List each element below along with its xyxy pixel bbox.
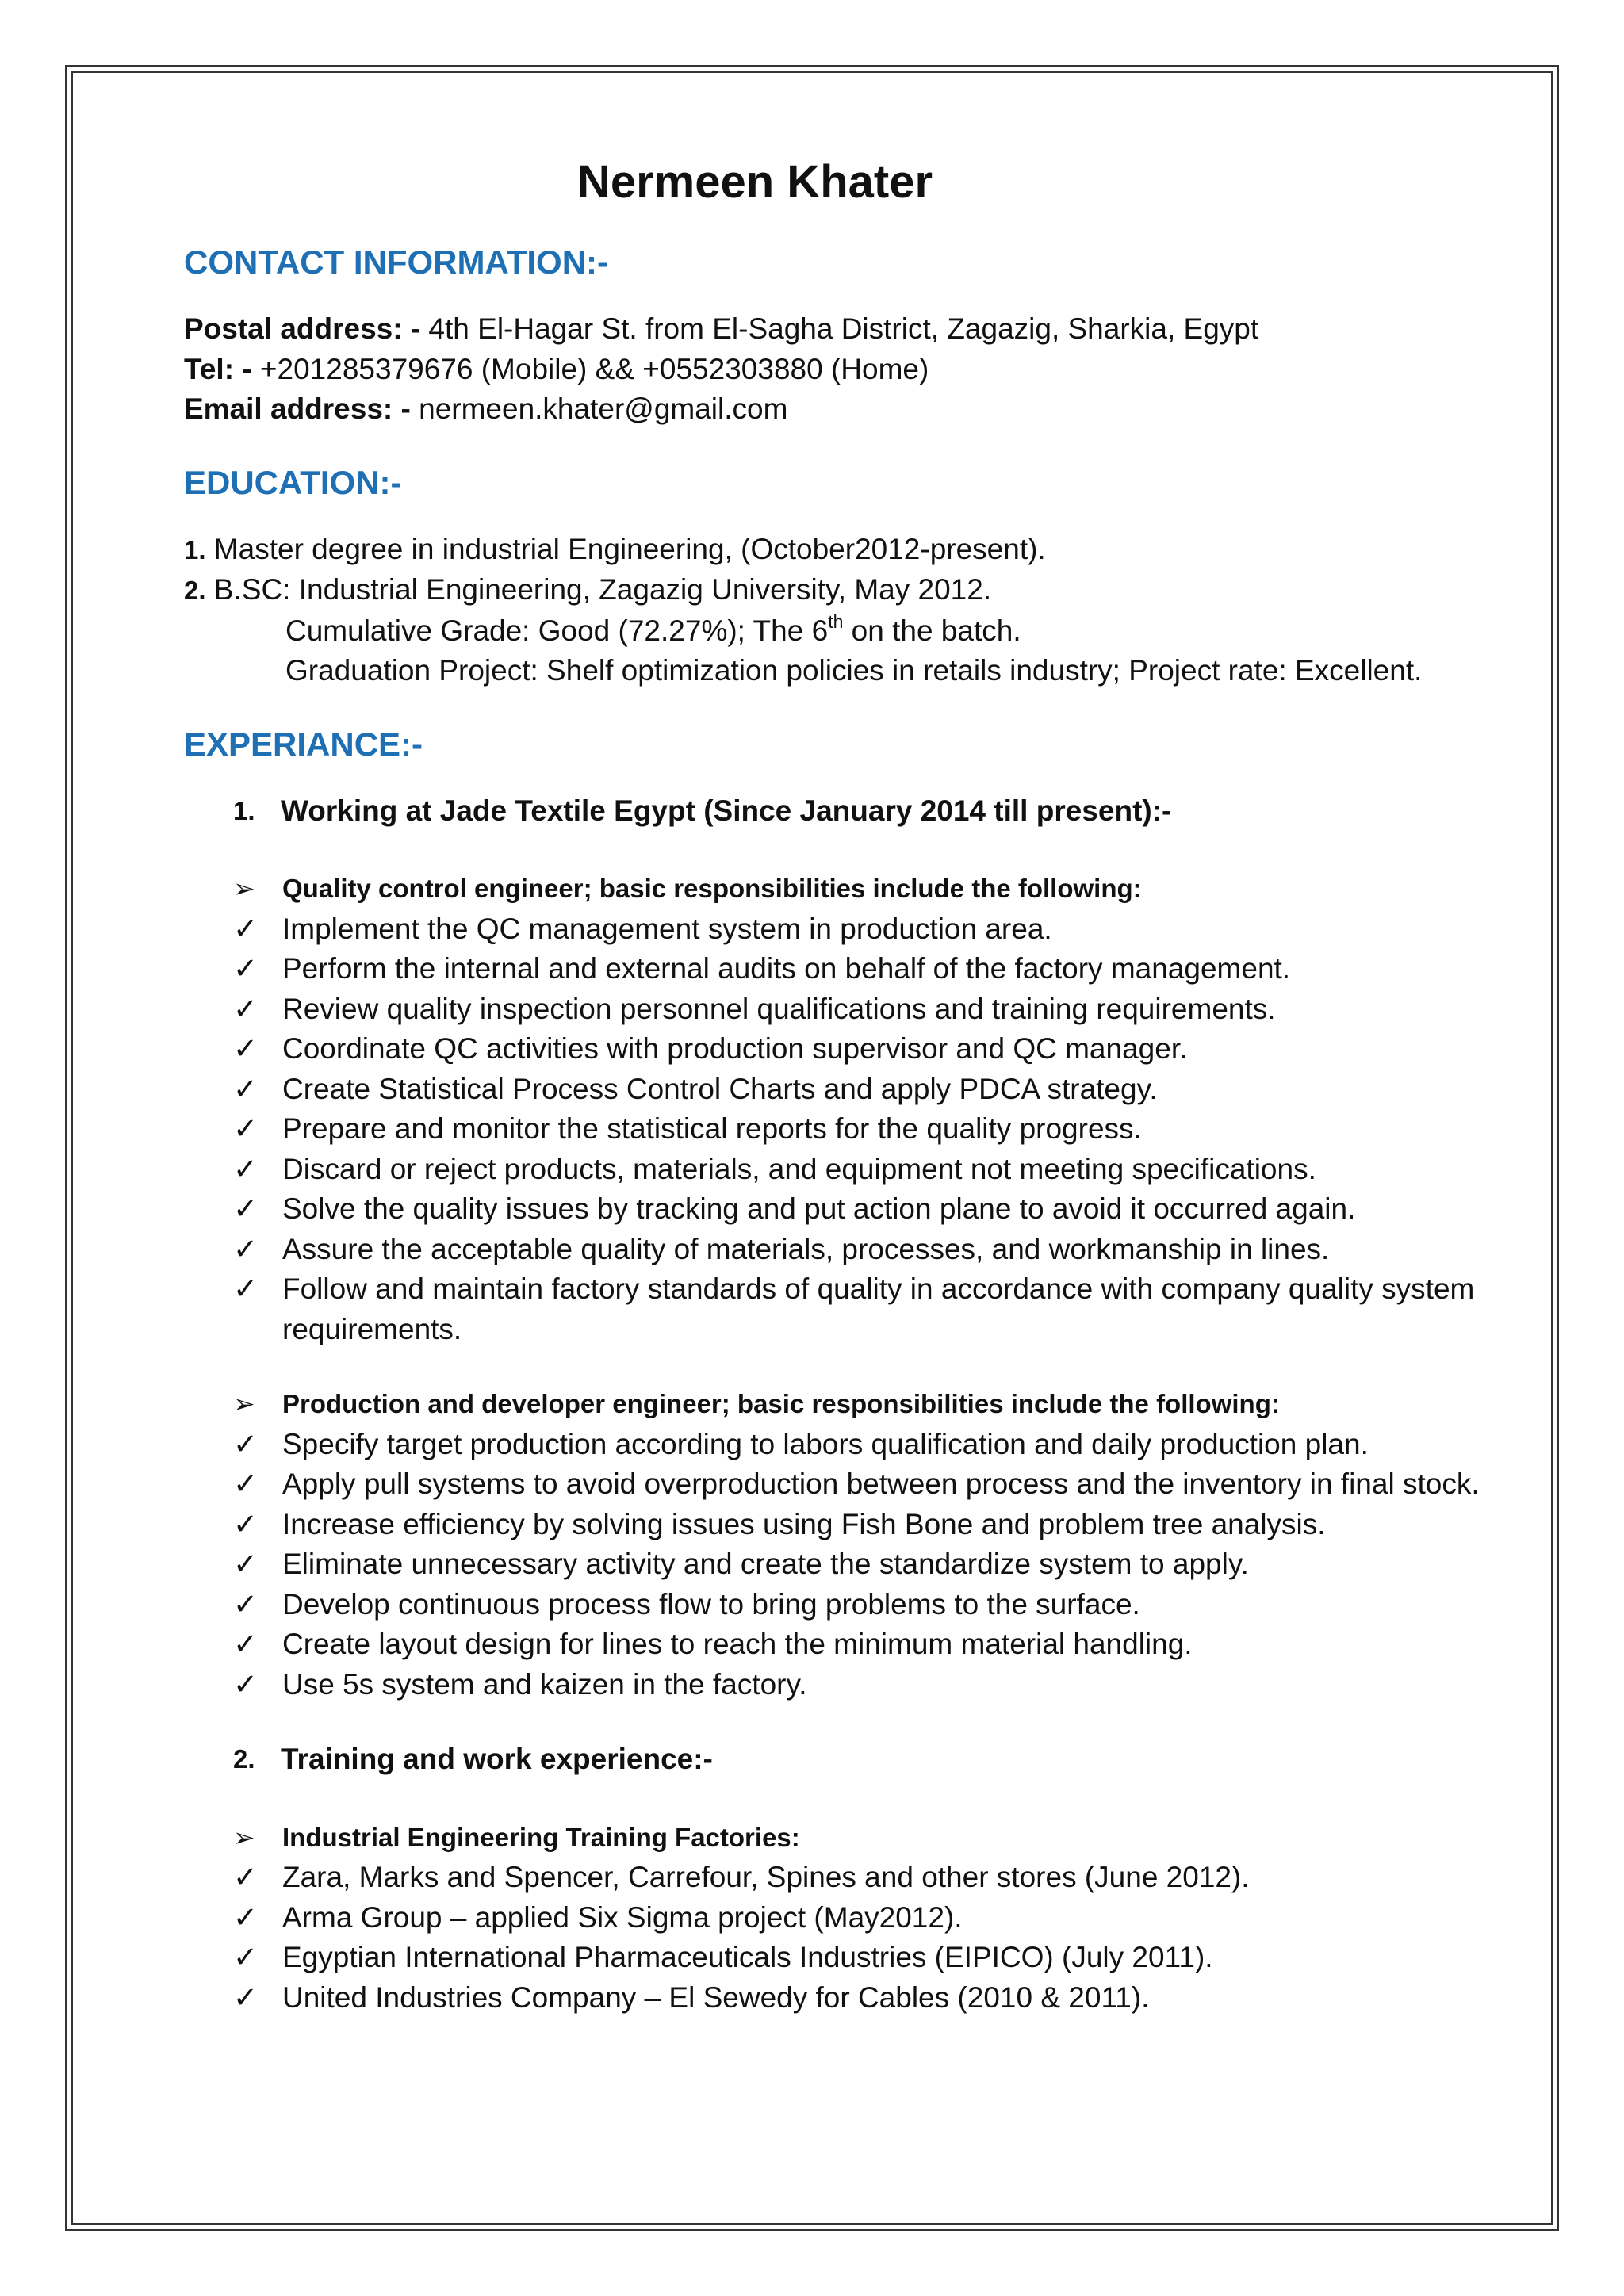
- production-responsibilities-group: [184, 1384, 1532, 1705]
- list-item: [184, 1665, 1532, 1705]
- list-item: [184, 1189, 1532, 1230]
- contact-block: [184, 309, 1532, 430]
- list-item-text: Apply pull systems to avoid overproduction between process and the inventory in final stock.: [282, 1468, 1480, 1500]
- education-item-1: [184, 530, 1532, 571]
- job-2-title: [184, 1739, 1532, 1780]
- list-item: [184, 1150, 1532, 1190]
- arrow-bullet-icon: ➢: [233, 1822, 255, 1852]
- list-item: [184, 1858, 1532, 1898]
- education-item-1-number: 1.: [184, 534, 206, 564]
- grade-superscript: th: [828, 610, 844, 632]
- tel-label: Tel: -: [184, 352, 252, 385]
- production-subheading-text: Production and developer engineer; basic responsibilities include the following:: [282, 1389, 1280, 1418]
- check-icon: ✓: [233, 1468, 259, 1500]
- list-item: [184, 1505, 1532, 1545]
- job-2-title-text: Training and work experience:-: [281, 1743, 713, 1775]
- list-item: [184, 949, 1532, 989]
- training-group: [184, 1818, 1532, 2019]
- contact-heading: CONTACT INFORMATION:-: [184, 243, 609, 281]
- check-icon: ✓: [233, 1941, 259, 1973]
- list-item-text: Zara, Marks and Spencer, Carrefour, Spines and other stores (June 2012).: [282, 1861, 1250, 1893]
- list-item-text: United Industries Company – El Sewedy for Cables (2010 & 2011).: [282, 1980, 1150, 2014]
- check-icon: ✓: [233, 1152, 259, 1185]
- list-item-text: Review quality inspection personnel qualifications and training requirements.: [282, 992, 1276, 1025]
- qc-responsibilities-group: [184, 869, 1532, 1349]
- postal-value: 4th El-Hagar St. from El-Sagha District, Zagazig, Sharkia, Egypt: [420, 312, 1259, 345]
- email-value: nermeen.khater@gmail.com: [410, 392, 788, 425]
- check-icon: ✓: [233, 1980, 259, 2014]
- list-item-text: Create Statistical Process Control Charts and apply PDCA strategy.: [282, 1072, 1158, 1105]
- list-item-text: Implement the QC management system in production area.: [282, 912, 1052, 945]
- list-item-text: Prepare and monitor the statistical reports for the quality progress.: [282, 1112, 1142, 1145]
- arrow-bullet-icon: ➢: [233, 1389, 255, 1418]
- check-icon: ✓: [233, 1507, 259, 1540]
- postal-address-line: [184, 309, 1532, 350]
- list-item-text: Perform the internal and external audits on behalf of the factory management.: [282, 952, 1291, 985]
- list-item-text: Coordinate QC activities with production supervisor and QC manager.: [282, 1032, 1188, 1065]
- production-subheading: [184, 1384, 1532, 1425]
- check-icon: ✓: [233, 1427, 259, 1460]
- education-block: [184, 530, 1532, 691]
- check-icon: ✓: [233, 1112, 259, 1145]
- check-icon: ✓: [233, 992, 259, 1025]
- check-icon: ✓: [233, 1192, 259, 1225]
- check-icon: ✓: [233, 1628, 259, 1660]
- qc-list: [184, 909, 1532, 1350]
- list-item-text: Develop continuous process flow to bring problems to the surface.: [282, 1587, 1140, 1621]
- qc-subheading: [184, 869, 1532, 909]
- job-1-title-text: Working at Jade Textile Egypt (Since January 2014 till present):-: [281, 794, 1172, 827]
- list-item: [184, 909, 1532, 950]
- check-icon: ✓: [233, 912, 259, 945]
- arrow-bullet-icon: ➢: [233, 874, 255, 903]
- grade-text-end: on the batch.: [843, 614, 1021, 647]
- list-item-text: Use 5s system and kaizen in the factory.: [282, 1667, 807, 1701]
- education-item-2-number: 2.: [184, 576, 206, 605]
- list-item: [184, 1230, 1532, 1270]
- list-item-text: Solve the quality issues by tracking and put action plane to avoid it occurred again.: [282, 1192, 1356, 1225]
- list-item: [184, 1425, 1532, 1465]
- list-item-text: Follow and maintain factory standards of quality in accordance with company quality system requirements.: [282, 1272, 1475, 1345]
- list-item-text: Arma Group – applied Six Sigma project (May2012).: [282, 1900, 963, 1934]
- list-item: [184, 1029, 1532, 1070]
- check-icon: ✓: [233, 1900, 259, 1934]
- training-subheading-text: Industrial Engineering Training Factories:: [282, 1822, 800, 1852]
- grade-text: Cumulative Grade: Good (72.27%); The 6: [285, 614, 829, 647]
- list-item: [184, 1464, 1532, 1505]
- check-icon: ✓: [233, 1272, 259, 1305]
- training-list: [184, 1858, 1532, 2018]
- check-icon: ✓: [233, 1032, 259, 1065]
- list-item: [184, 1624, 1532, 1665]
- check-icon: ✓: [233, 1072, 259, 1105]
- graduation-project-line: Graduation Project: Shelf optimization policies in retails industry; Project rate: Excellent.: [285, 654, 1423, 687]
- list-item-text: Create layout design for lines to reach the minimum material handling.: [282, 1628, 1193, 1660]
- resume-content: [184, 143, 1532, 2053]
- list-item: [184, 1544, 1532, 1585]
- education-item-2: [184, 570, 1532, 611]
- education-item-1-text: Master degree in industrial Engineering, (October2012-present).: [205, 532, 1046, 565]
- resume-name: Nermeen Khater: [576, 156, 933, 208]
- check-icon: ✓: [233, 1548, 259, 1580]
- email-line: [184, 389, 1532, 430]
- list-item-text: Assure the acceptable quality of materials, processes, and workmanship in lines.: [282, 1232, 1330, 1265]
- job-2-number: 2.: [233, 1744, 255, 1774]
- list-item-text: Specify target production according to labors qualification and daily production plan.: [282, 1427, 1369, 1460]
- list-item-text: Egyptian International Pharmaceuticals Industries (EIPICO) (July 2011).: [282, 1941, 1213, 1973]
- check-icon: ✓: [233, 1667, 259, 1701]
- check-icon: ✓: [233, 952, 259, 985]
- qc-subheading-text: Quality control engineer; basic responsibilities include the following:: [282, 874, 1142, 903]
- tel-value: +201285379676 (Mobile) && +0552303880 (Home): [251, 352, 929, 385]
- list-item: [184, 1109, 1532, 1150]
- list-item: [184, 1269, 1532, 1349]
- job-1-number: 1.: [233, 795, 255, 825]
- list-item: [184, 1898, 1532, 1938]
- experience-heading: EXPERIANCE:-: [184, 725, 423, 763]
- list-item-text: Increase efficiency by solving issues using Fish Bone and problem tree analysis.: [282, 1507, 1326, 1540]
- email-label: Email address: -: [184, 392, 411, 425]
- education-heading: EDUCATION:-: [184, 463, 402, 501]
- list-item-text: Discard or reject products, materials, and equipment not meeting specifications.: [282, 1152, 1316, 1185]
- cumulative-grade-line: [184, 611, 1532, 652]
- check-icon: ✓: [233, 1861, 259, 1893]
- list-item: [184, 1978, 1532, 2019]
- list-item: [184, 1938, 1532, 1978]
- postal-label: Postal address: -: [184, 312, 421, 345]
- job-1-title: [184, 791, 1532, 832]
- list-item: [184, 989, 1532, 1030]
- production-list: [184, 1425, 1532, 1705]
- training-subheading: [184, 1818, 1532, 1858]
- list-item-text: Eliminate unnecessary activity and create the standardize system to apply.: [282, 1548, 1249, 1580]
- education-item-2-text: B.SC: Industrial Engineering, Zagazig University, May 2012.: [205, 573, 992, 606]
- check-icon: ✓: [233, 1232, 259, 1265]
- list-item: [184, 1070, 1532, 1110]
- list-item: [184, 1585, 1532, 1625]
- check-icon: ✓: [233, 1587, 259, 1621]
- tel-line: [184, 350, 1532, 390]
